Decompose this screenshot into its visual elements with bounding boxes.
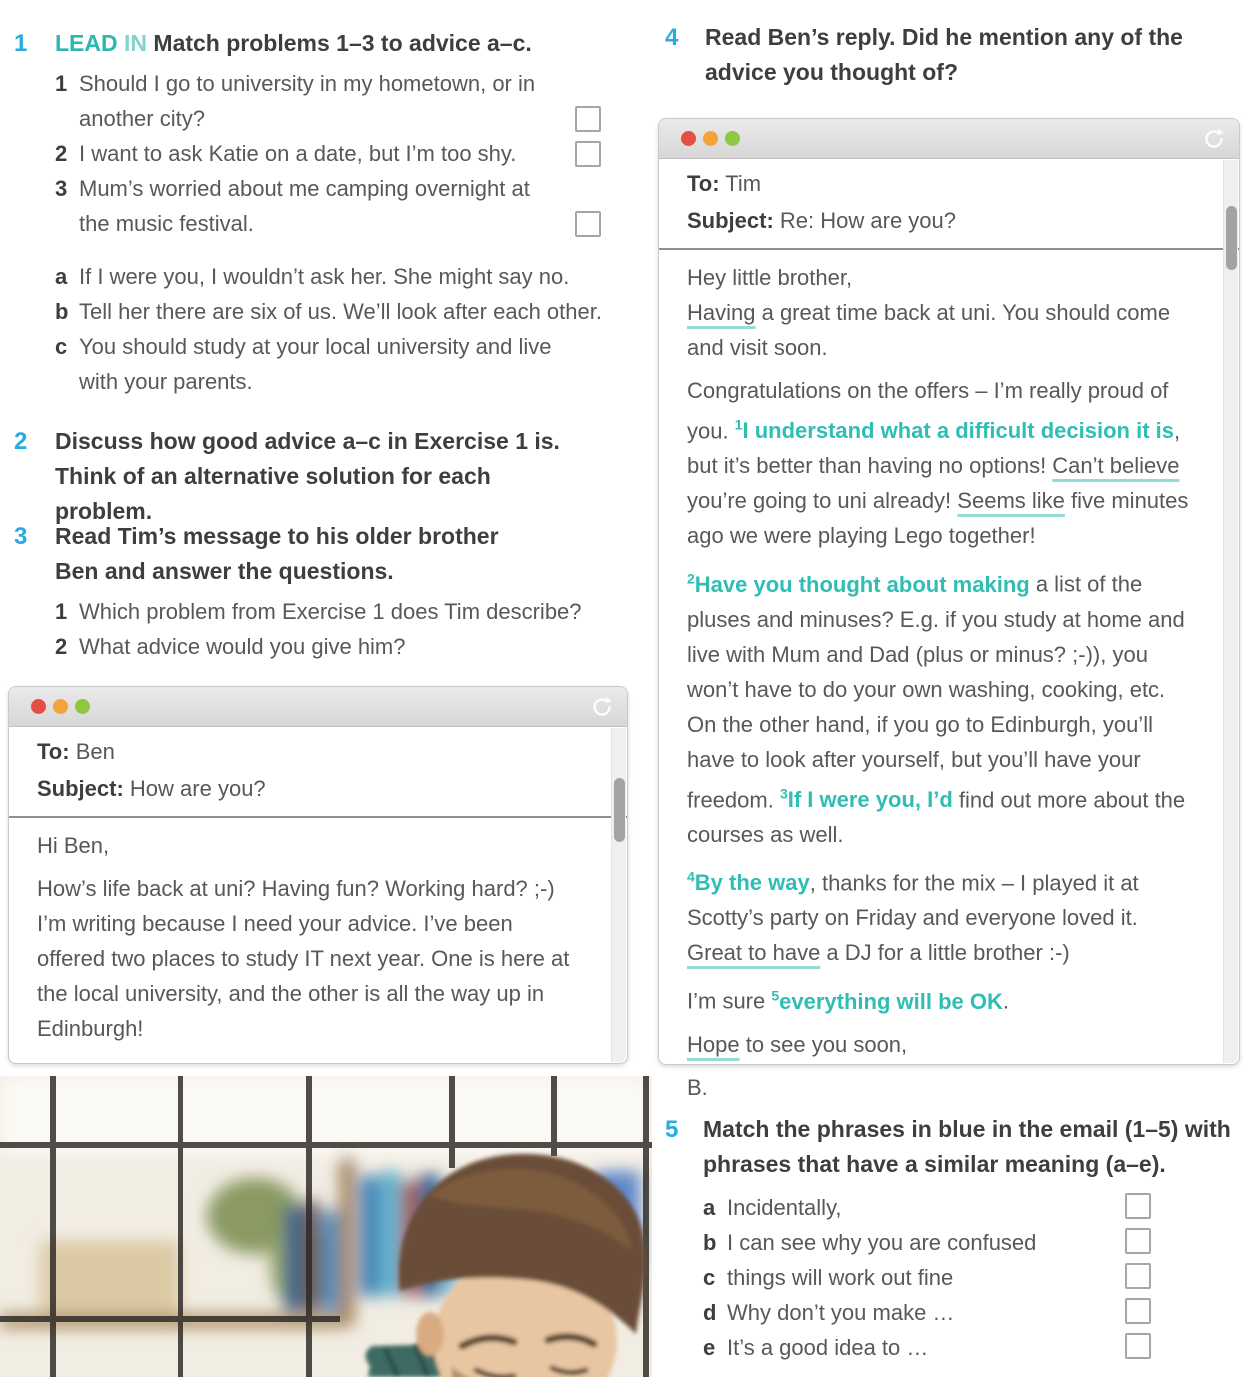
answer-checkbox-problem-3[interactable] (575, 211, 601, 237)
window-titlebar (9, 687, 627, 727)
refresh-icon[interactable] (1202, 127, 1226, 151)
option-a-letter: a (703, 1195, 716, 1220)
scrollbar-track[interactable] (611, 728, 626, 1062)
answer-checkbox-problem-2[interactable] (575, 141, 601, 167)
email-to-field (37, 733, 599, 770)
email-paragraph: Hey little brother, Having a great time back at uni. You should come and visit soon. (687, 265, 1171, 360)
answer-checkbox-option-a[interactable] (1125, 1193, 1151, 1219)
question-2-number: 2 (55, 634, 68, 659)
advice-c-text: You should study at your local university and live with your parents. (79, 334, 552, 394)
subject-label: Subject: (687, 208, 774, 233)
email-body (659, 250, 1239, 1127)
window-controls (681, 131, 740, 146)
email-paragraph: $^2$Have you thought about making a list of the pluses and minuses? E.g. if you study at home and live with Mum and Dad (plus or minus? ;-)), you won’t have to do your own washing, cooking, etc. On the other hand, if you go to Edinburgh, you’ll have to look after yourself, but you’ll have your freedom. $^3$If I were you, I’d find out more about the courses as well. (687, 570, 1186, 847)
advice-item-a (55, 259, 628, 294)
lead-label: LEAD (55, 30, 118, 56)
answer-checkbox-option-c[interactable] (1125, 1263, 1151, 1289)
exercise-1-title (55, 26, 628, 61)
option-d-letter: d (703, 1300, 717, 1325)
exercise-1-title-text: Match problems 1–3 to advice a–c. (153, 30, 532, 56)
option-a-text: Incidentally, (727, 1195, 842, 1220)
problem-item-1 (55, 66, 628, 136)
phrase-option-a (703, 1190, 1243, 1225)
problem-3-number: 3 (55, 176, 68, 201)
email-paragraph: How’s life back at uni? Having fun? Working hard? ;-) I’m writing because I need your advice. I’ve been offered two places to study IT next year. One is here at the local university, and the other is all the way up in Edinburgh! (37, 876, 570, 1041)
answer-checkbox-option-b[interactable] (1125, 1228, 1151, 1254)
option-c-letter: c (703, 1265, 716, 1290)
question-1-text: Which problem from Exercise 1 does Tim describe? (79, 599, 582, 624)
option-e-letter: e (703, 1335, 716, 1360)
email-window-ben (658, 118, 1240, 1100)
exercise-5-title: Match the phrases in blue in the email (1–5) with phrases that have a similar meaning (a–e). (703, 1116, 1231, 1177)
option-e-text: It’s a good idea to … (727, 1335, 929, 1360)
exercise-3 (14, 519, 628, 664)
problem-3-text: Mum’s worried about me camping overnight at the music festival. (79, 176, 530, 236)
option-b-letter: b (703, 1230, 717, 1255)
to-label: To: (37, 739, 70, 764)
email-subject-field (37, 770, 599, 807)
email-header (659, 159, 1239, 250)
email-window-tim (8, 686, 628, 1064)
subject-value: Re: How are you? (779, 208, 957, 233)
option-b-text: I can see why you are confused (727, 1230, 1037, 1255)
exercise-2 (14, 424, 628, 529)
problem-2-text: I want to ask Katie on a date, but I’m too shy. (79, 141, 517, 166)
problem-2-number: 2 (55, 141, 68, 166)
advice-b-letter: b (55, 299, 69, 324)
question-item-2 (55, 629, 628, 664)
problem-1-number: 1 (55, 71, 68, 96)
answer-checkbox-option-e[interactable] (1125, 1333, 1151, 1359)
advice-item-c (55, 329, 628, 399)
window-controls (31, 699, 90, 714)
email-paragraph: B. (687, 1074, 708, 1100)
exercise-4-number: 4 (665, 24, 679, 51)
scrollbar-thumb[interactable] (1226, 206, 1237, 270)
close-window-icon[interactable] (681, 131, 696, 146)
problem-1-text: Should I go to university in my hometown, or in another city? (79, 71, 536, 131)
phrase-option-e (703, 1330, 1243, 1365)
question-item-1 (55, 594, 628, 629)
phrase-option-c (703, 1260, 1243, 1295)
advice-c-letter: c (55, 334, 68, 359)
phrase-option-d (703, 1295, 1243, 1330)
minimize-window-icon[interactable] (53, 699, 68, 714)
question-2-text: What advice would you give him? (79, 634, 406, 659)
advice-list (55, 259, 628, 399)
advice-item-b (55, 294, 628, 329)
to-value: Ben (75, 739, 115, 764)
exercise-4-title: Read Ben’s reply. Did he mention any of the advice you thought of? (705, 24, 1183, 85)
answer-checkbox-option-d[interactable] (1125, 1298, 1151, 1324)
email-paragraph: I’m sure $^5$everything will be OK. (687, 987, 1009, 1014)
advice-a-letter: a (55, 264, 68, 289)
student-photo-illustration (0, 1076, 652, 1377)
problem-list (55, 66, 628, 241)
refresh-icon[interactable] (590, 695, 614, 719)
student-photo (0, 1076, 652, 1377)
exercise-1 (14, 26, 628, 399)
exercise-3-number: 3 (14, 523, 28, 550)
exercise-5 (665, 1112, 1243, 1365)
email-header (9, 727, 627, 818)
close-window-icon[interactable] (31, 699, 46, 714)
exercise-3-title: Read Tim’s message to his older brother Ben and answer the questions. (55, 523, 499, 584)
phrase-option-list (703, 1190, 1243, 1365)
problem-item-2 (55, 136, 628, 171)
exercise-4 (665, 20, 1243, 90)
email-paragraph: $^4$By the way, thanks for the mix – I played it at Scotty’s party on Friday and everyone loved it. Great to have a DJ for a little brother :-) (687, 868, 1139, 966)
exercise-2-number: 2 (14, 428, 28, 455)
option-c-text: things will work out fine (727, 1265, 954, 1290)
exercise-1-number: 1 (14, 30, 28, 57)
question-1-number: 1 (55, 599, 68, 624)
window-titlebar (659, 119, 1239, 159)
phrase-option-b (703, 1225, 1243, 1260)
email-paragraph: Hi Ben, (37, 833, 110, 858)
advice-b-text: Tell her there are six of us. We’ll look after each other. (79, 299, 602, 324)
advice-a-text: If I were you, I wouldn’t ask her. She might say no. (79, 264, 570, 289)
to-label: To: (687, 171, 720, 196)
email-body (9, 818, 627, 1068)
to-value: Tim (725, 171, 762, 196)
exercise-5-number: 5 (665, 1116, 679, 1143)
subject-label: Subject: (37, 776, 124, 801)
maximize-window-icon[interactable] (725, 131, 740, 146)
email-paragraph: Congratulations on the offers – I’m really proud of you. $^1$I understand what a difficult decision it is, but it’s better than having no options! Can’t believe you’re going to uni already! Seems like five minutes ago we were playing Lego together! (687, 378, 1189, 549)
option-d-text: Why don’t you make … (727, 1300, 955, 1325)
minimize-window-icon[interactable] (703, 131, 718, 146)
problem-item-3 (55, 171, 628, 241)
email-to-field (687, 165, 1211, 202)
answer-checkbox-problem-1[interactable] (575, 106, 601, 132)
exercise-2-title: Discuss how good advice a–c in Exercise 1 is. Think of an alternative solution for each problem. (55, 428, 560, 524)
question-list (55, 594, 628, 664)
subject-value: How are you? (129, 776, 266, 801)
email-paragraph: Hope to see you soon, (687, 1031, 908, 1057)
email-subject-field (687, 202, 1211, 239)
scrollbar-track[interactable] (1223, 160, 1238, 1063)
scrollbar-thumb[interactable] (614, 778, 625, 842)
in-label: IN (124, 30, 148, 56)
maximize-window-icon[interactable] (75, 699, 90, 714)
